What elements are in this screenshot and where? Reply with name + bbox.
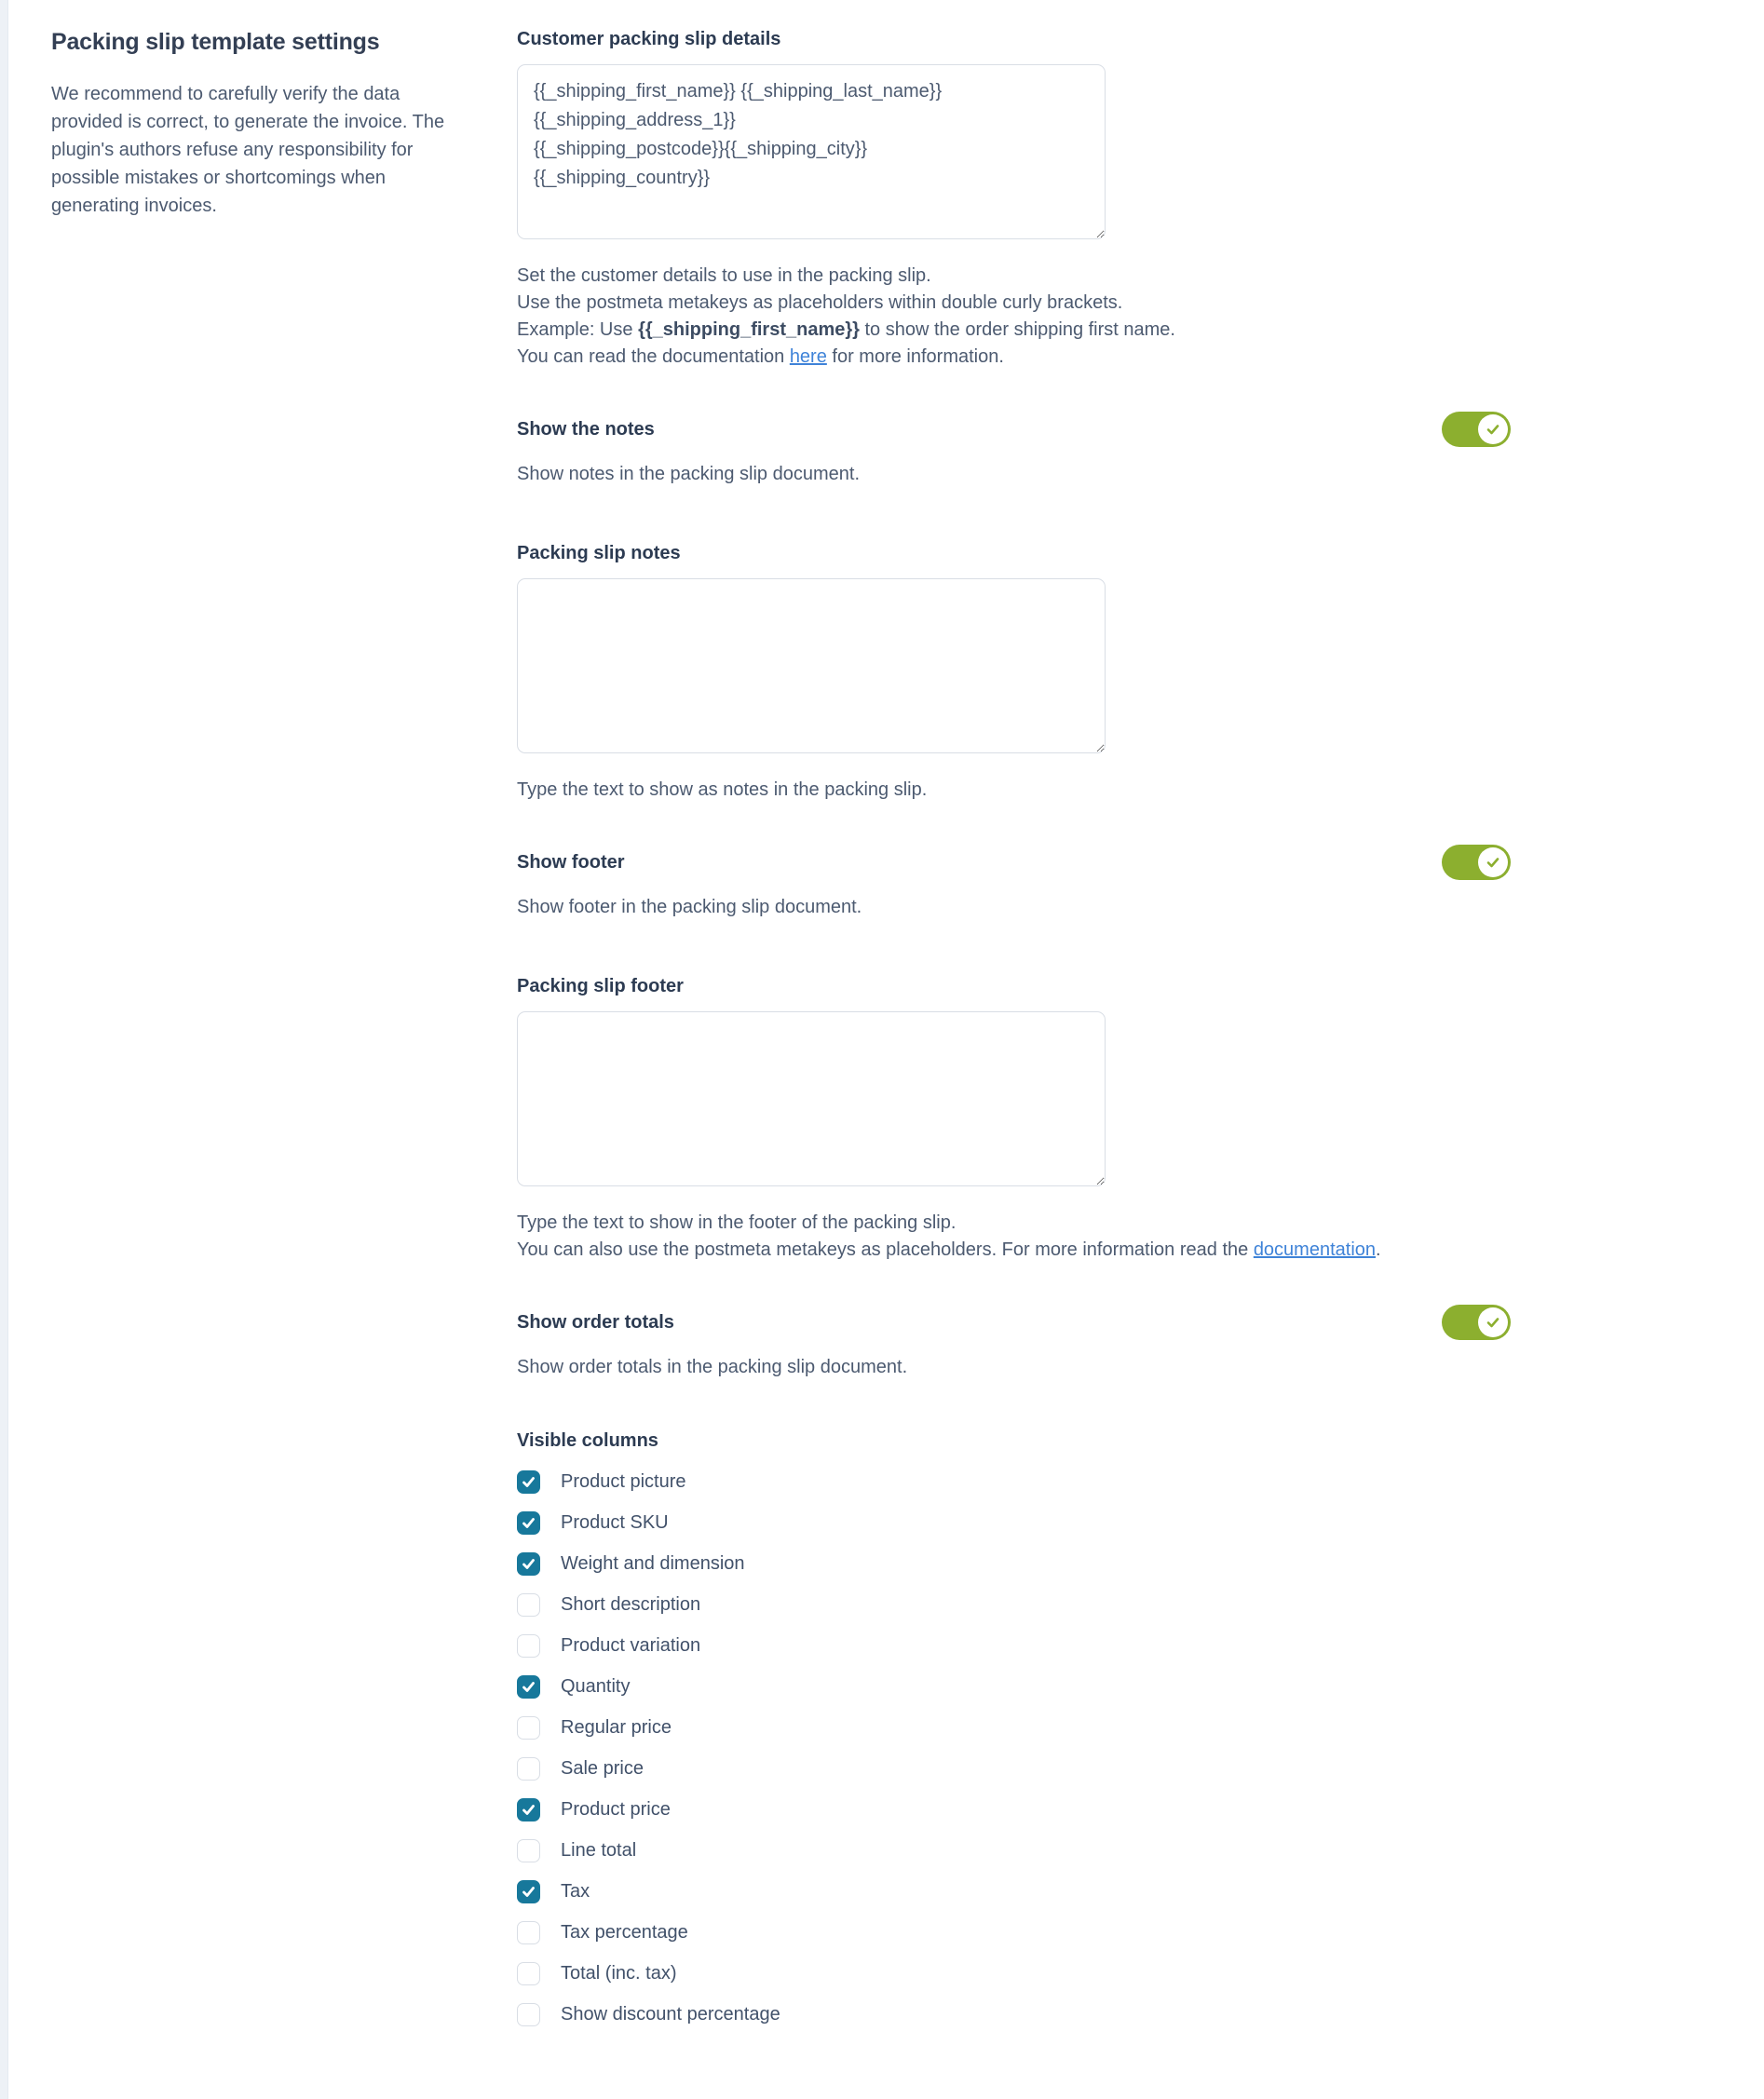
visible-column-row[interactable] [517, 1510, 1511, 1535]
check-icon [521, 1679, 536, 1695]
visible-column-row[interactable] [517, 1838, 1511, 1862]
visible-column-label: Quantity [561, 1676, 631, 1697]
checkbox[interactable] [517, 1962, 540, 1985]
show-footer-label: Show footer [517, 852, 625, 873]
visible-column-label: Weight and dimension [561, 1553, 745, 1574]
show-order-totals-row [517, 1305, 1511, 1340]
footer-label: Packing slip footer [517, 976, 684, 996]
toggle-knob [1478, 1307, 1508, 1337]
show-notes-label: Show the notes [517, 419, 655, 440]
toggle-knob [1478, 847, 1508, 877]
check-icon [521, 1474, 536, 1490]
visible-column-row[interactable] [517, 1592, 1511, 1617]
visible-columns-section [517, 1429, 1511, 2026]
footer-help [517, 1210, 1511, 1264]
show-order-totals-label: Show order totals [517, 1312, 674, 1333]
settings-intro [51, 28, 464, 220]
check-icon [1485, 1314, 1501, 1331]
footer-help-line-2: You can also use the postmeta metakeys as placeholders. For more information read the documentation. [517, 1239, 1381, 1260]
visible-column-label: Show discount percentage [561, 2004, 780, 2025]
help-line-3: Example: Use {{_shipping_first_name}} to show the order shipping first name. [517, 319, 1175, 340]
visible-columns-label: Visible columns [517, 1430, 658, 1451]
visible-column-row[interactable] [517, 2002, 1511, 2026]
visible-column-row[interactable] [517, 1469, 1511, 1494]
check-icon [1485, 854, 1501, 871]
page-title: Packing slip template settings [51, 29, 380, 55]
check-icon [1485, 421, 1501, 438]
checkbox[interactable] [517, 2003, 540, 2026]
checkbox[interactable] [517, 1593, 540, 1617]
show-notes-toggle[interactable] [1442, 412, 1511, 447]
page-edge-strip [0, 0, 8, 2099]
notes-textarea[interactable] [517, 578, 1106, 753]
customer-details-label: Customer packing slip details [517, 29, 781, 49]
visible-column-row[interactable] [517, 1797, 1511, 1821]
show-order-totals-toggle[interactable] [1442, 1305, 1511, 1340]
checkbox[interactable] [517, 1634, 540, 1658]
visible-column-label: Sale price [561, 1758, 644, 1779]
footer-help-line-1: Type the text to show in the footer of the packing slip. [517, 1212, 957, 1233]
visible-column-label: Line total [561, 1840, 637, 1861]
help-line-2: Use the postmeta metakeys as placeholders within double curly brackets. [517, 292, 1123, 313]
visible-column-row[interactable] [517, 1551, 1511, 1576]
check-icon [521, 1556, 536, 1572]
notes-help: Type the text to show as notes in the packing slip. [517, 779, 928, 800]
visible-column-label: Short description [561, 1594, 701, 1615]
check-icon [521, 1884, 536, 1900]
show-notes-help: Show notes in the packing slip document. [517, 464, 860, 484]
visible-column-label: Product variation [561, 1635, 701, 1656]
visible-column-label: Regular price [561, 1717, 672, 1738]
visible-column-label: Product price [561, 1799, 671, 1820]
show-order-totals-help: Show order totals in the packing slip document. [517, 1357, 908, 1377]
checkbox[interactable] [517, 1511, 540, 1535]
customer-details-help [517, 263, 1511, 371]
settings-form [517, 28, 1511, 2043]
customer-details-textarea[interactable] [517, 64, 1106, 239]
checkbox[interactable] [517, 1880, 540, 1903]
visible-column-row[interactable] [517, 1633, 1511, 1658]
notes-label: Packing slip notes [517, 543, 681, 563]
visible-column-row[interactable] [517, 1920, 1511, 1944]
page-description: We recommend to carefully verify the data provided is correct, to generate the invoice. The plugin's authors refuse any responsibility for possible mistakes or shortcomings when generating invoices. [51, 84, 445, 216]
placeholder-example: {{_shipping_first_name}} [638, 319, 860, 340]
checkbox[interactable] [517, 1839, 540, 1862]
visible-column-label: Product SKU [561, 1512, 669, 1533]
visible-columns-list [517, 1469, 1511, 2026]
documentation-link[interactable]: documentation [1253, 1239, 1377, 1260]
checkbox[interactable] [517, 1921, 540, 1944]
visible-column-row[interactable] [517, 1879, 1511, 1903]
show-footer-help: Show footer in the packing slip document. [517, 897, 862, 917]
show-footer-toggle[interactable] [1442, 845, 1511, 880]
visible-column-row[interactable] [517, 1715, 1511, 1740]
checkbox[interactable] [517, 1552, 540, 1576]
visible-column-label: Tax [561, 1881, 590, 1902]
visible-column-row[interactable] [517, 1961, 1511, 1985]
footer-textarea[interactable] [517, 1011, 1106, 1186]
visible-column-row[interactable] [517, 1756, 1511, 1781]
check-icon [521, 1515, 536, 1531]
checkbox[interactable] [517, 1798, 540, 1821]
help-line-1: Set the customer details to use in the packing slip. [517, 265, 931, 286]
checkbox[interactable] [517, 1716, 540, 1740]
visible-column-label: Total (inc. tax) [561, 1963, 677, 1984]
help-line-4: You can read the documentation here for more information. [517, 346, 1004, 367]
documentation-link[interactable]: here [789, 346, 827, 367]
toggle-knob [1478, 414, 1508, 444]
visible-column-label: Product picture [561, 1471, 686, 1492]
show-notes-row [517, 412, 1511, 447]
checkbox[interactable] [517, 1757, 540, 1781]
visible-column-label: Tax percentage [561, 1922, 688, 1943]
checkbox[interactable] [517, 1675, 540, 1699]
show-footer-row [517, 845, 1511, 880]
check-icon [521, 1802, 536, 1818]
checkbox[interactable] [517, 1470, 540, 1494]
visible-column-row[interactable] [517, 1674, 1511, 1699]
